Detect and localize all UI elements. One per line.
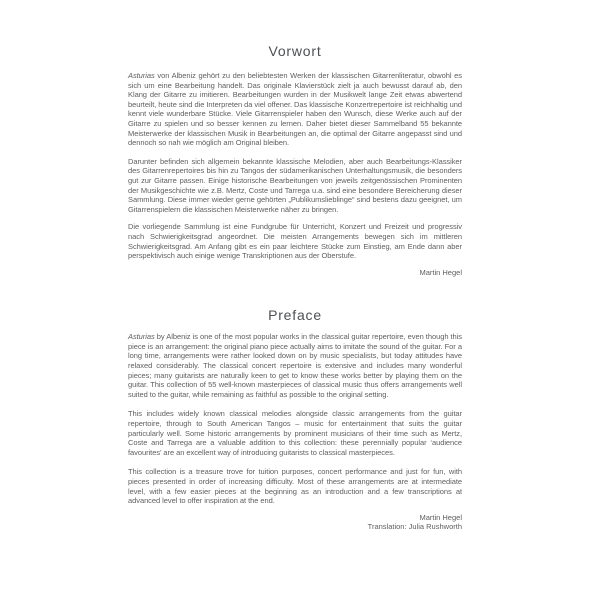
translation-credit: Translation: Julia Rushworth [367, 522, 462, 532]
preface-signature-block [128, 513, 462, 532]
preface-paragraph-3 [128, 467, 462, 505]
preface-section [128, 308, 462, 532]
vorwort-signature-block [128, 268, 462, 278]
preface-paragraph-1 [128, 332, 462, 399]
page-text-column [128, 0, 462, 532]
paragraph-text: von Albeniz gehört zu den beliebtesten Werken der klassischen Gitarrenliteratur, obwohl es sich um eine Bearbeitung handelt. Das originale Klavierstück zielt ja auch bewusst darauf ab, den Klang der Gitarre zu imitieren. Bearbeitungen wurden in der Musikwelt lange Zeit etwas abwertend beurteilt, heute sind die Interpreten da viel offener. Das klassische Konzertrepertoire ist reichhaltig und kennt viele wunderbare Stücke. Viele Gitarrenspieler haben den Wunsch, diese Werke auch auf der Gitarre zu spielen und so besser kennen zu lernen. Daher bietet dieser Sammelband 55 bekannte Meisterwerke der klassischen Musik in Bearbeitungen an, die optimal der Gitarre angepasst sind und dennoch so nah wie möglich am Original bleiben. [128, 71, 462, 148]
paragraph-text: Darunter befinden sich allgemein bekannte klassische Melodien, aber auch Bearbeitungs-Klassiker des Gitarrenrepertoires bis hin zu Tangos der südamerikanischen Unterhaltungsmusik, die besonders gut zur Gitarre passen. Einige historische Bearbeitungen von jeweils zeitgenössischen Prominenten der Musikgeschichte wie z.B. Mertz, Coste und Tarrega u.a. sind eine besondere Bereicherung dieser Sammlung. Diese immer wieder gerne gehörten „Publikumslieblinge“ sind bestens dazu geeignet, um Gitarrenspielern die klassischen Meisterwerke näher zu bringen. [128, 156, 462, 214]
paragraph-text: This includes widely known classical melodies alongside classic arrangements from the guitar repertoire, through to South American Tangos – music for entertainment that suits the guitar particularly well. Some historic arrangements by prominent musicians of their time such as Mertz, Coste and Tarrega are a valuable addition to this collection: these perennially popular ‘audience favourites’ are an excellent way of introducing guitarists to classical masterpieces. [128, 409, 462, 457]
italic-lead-word: Asturias [128, 71, 155, 80]
preface-title: Preface [268, 307, 322, 324]
paragraph-text: This collection is a treasure trove for tuition purposes, concert performance and just for fun, with pieces presented in order of increasing difficulty. Most of these arrangements are at intermediate level, with a few easier pieces at the beginning as an introduction and a few transcriptions at advanced level to offer inspiration at the end. [128, 467, 462, 506]
paragraph-text: by Albeniz is one of the most popular works in the classical guitar repertoire, even though this piece is an arrangement: the original piano piece actually aims to imitate the sound of the guitar. For a long time, arrangements were rather looked down on by music specialists, but today attitudes have relaxed considerably. The classical concert repertoire is extensive and includes many wonderful pieces; many guitarists are naturally keen to get to know these works better by playing them on the guitar. This collection of 55 well-known masterpieces of classical music thus offers arrangements well suited to the guitar, while remaining as faithful as possible to the original setting. [128, 332, 462, 399]
vorwort-paragraph-1 [128, 71, 462, 148]
italic-lead-word: Asturias [128, 332, 155, 342]
vorwort-title: Vorwort [268, 43, 322, 59]
preface-signature: Martin Hegel [419, 512, 462, 522]
paragraph-text: Die vorliegende Sammlung ist eine Fundgrube für Unterricht, Konzert und Freizeit und progressiv nach Schwierigkeitsgrad angeordnet. Die meisten Arrangements bewegen sich im mittleren Schwierigkeitsgrad. Am Anfang gibt es ein paar leichtere Stücke zum Einstieg, am Ende dann aber perspektivisch auch einige wenige Transkriptionen aus der Oberstufe. [128, 222, 462, 261]
vorwort-section [128, 44, 462, 277]
vorwort-signature: Martin Hegel [419, 267, 462, 277]
vorwort-paragraph-3 [128, 222, 462, 260]
vorwort-paragraph-2 [128, 157, 462, 215]
preface-paragraph-2 [128, 409, 462, 457]
